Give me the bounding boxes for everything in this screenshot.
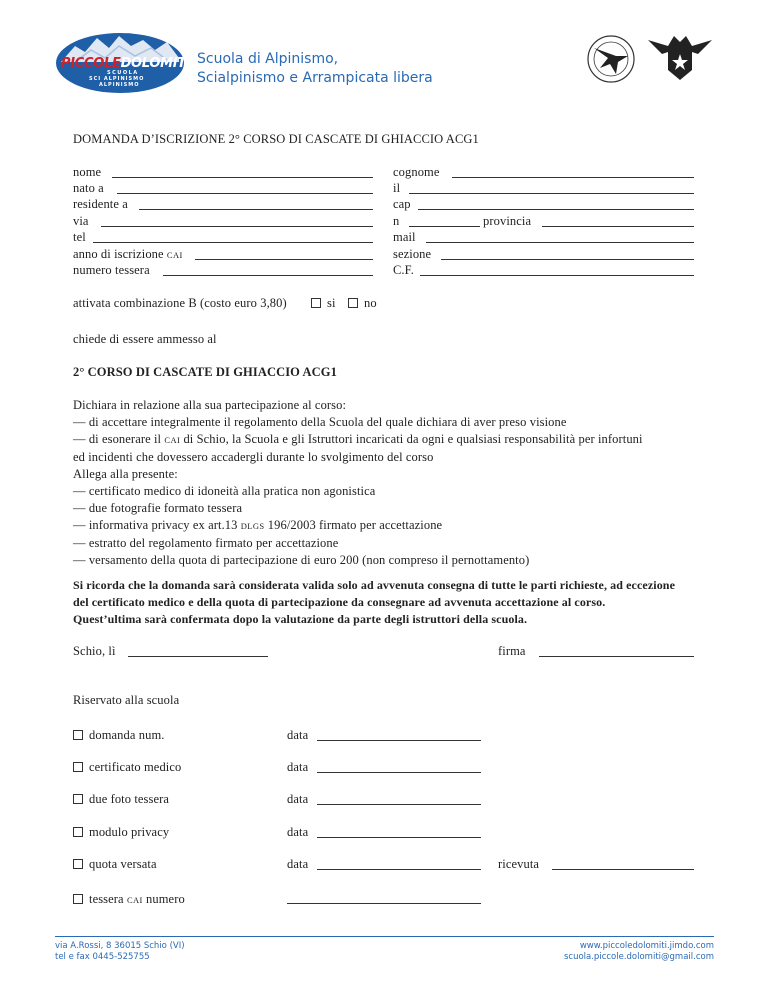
note-line3: Quest’ultima sarà confermata dopo la valutazione da parte degli istruttori della scuola. <box>73 612 528 626</box>
option-no-label: no <box>364 296 377 310</box>
input-nato[interactable] <box>117 193 373 194</box>
label-data-5: data <box>287 857 309 871</box>
note-line2: del certificato medico e della quota di partecipazione da consegnare ad avvenuta accettazione al corso. <box>73 595 606 609</box>
label-cf: C.F. <box>393 263 414 277</box>
input-via[interactable] <box>101 226 373 227</box>
footer-email-link[interactable]: scuola.piccole.dolomiti@gmail.com <box>563 952 714 962</box>
input-cap[interactable] <box>418 209 694 210</box>
item-quota[interactable] <box>73 857 157 872</box>
allega-a3 <box>73 517 643 535</box>
emblem-cai-eagle-star-icon <box>646 32 714 82</box>
label-firma: firma <box>498 644 526 658</box>
logo <box>55 32 191 94</box>
input-data-3[interactable] <box>317 804 481 805</box>
label-via: via <box>73 214 89 228</box>
allega-a5: — versamento della quota di partecipazione di euro 200 (non compreso il pernottamento) <box>73 553 530 567</box>
input-residente[interactable] <box>139 209 373 210</box>
label-provincia: provincia <box>483 214 532 228</box>
chiede-text: chiede di essere ammesso al <box>73 332 217 346</box>
label-data-4: data <box>287 825 309 839</box>
checkbox-certificato[interactable] <box>73 762 83 772</box>
label-anno <box>73 247 183 262</box>
allega-intro: Allega alla presente: <box>73 467 178 481</box>
label-schio: Schio, lì <box>73 644 116 658</box>
note-line1: Si ricorda che la domanda sarà considerata valida solo ad avvenuta consegna di tutte le parti richieste, ad eccezione <box>73 578 675 592</box>
note-block <box>73 577 675 628</box>
input-data-5[interactable] <box>317 869 481 870</box>
item-tessera[interactable] <box>73 892 185 907</box>
item-domanda[interactable] <box>73 728 165 743</box>
checkbox-foto[interactable] <box>73 794 83 804</box>
item-tessera-label-a: tessera <box>89 892 124 906</box>
item-tessera-cai: CAI <box>126 895 143 905</box>
item-domanda-label: domanda num. <box>89 728 165 742</box>
input-n[interactable] <box>409 226 480 227</box>
label-cognome: cognome <box>393 165 440 179</box>
dichiara-block <box>73 397 643 569</box>
form-title: DOMANDA D’ISCRIZIONE 2° CORSO DI CASCATE DI GHIACCIO ACG1 <box>73 132 479 146</box>
allega-a4: — estratto del regolamento firmato per accettazione <box>73 536 339 550</box>
footer-divider <box>55 936 714 937</box>
label-data-3: data <box>287 792 309 806</box>
input-schio-date[interactable] <box>128 656 268 657</box>
checkbox-domanda[interactable] <box>73 730 83 740</box>
label-tel: tel <box>73 230 86 244</box>
option-si[interactable] <box>311 296 336 311</box>
label-anno-cai: CAI <box>166 250 183 260</box>
label-residente: residente a <box>73 197 128 211</box>
school-name-line2: Scialpinismo e Arrampicata libera <box>197 70 433 86</box>
label-tessera: numero tessera <box>73 263 150 277</box>
dichiara-l2-cai: CAI <box>164 435 181 445</box>
input-data-2[interactable] <box>317 772 481 773</box>
input-data-1[interactable] <box>317 740 481 741</box>
option-no[interactable] <box>348 296 377 311</box>
label-cap: cap <box>393 197 411 211</box>
school-name-line1: Scuola di Alpinismo, <box>197 51 339 67</box>
input-firma[interactable] <box>539 656 694 657</box>
dichiara-l2 <box>73 431 643 449</box>
label-mail: mail <box>393 230 416 244</box>
input-ricevuta[interactable] <box>552 869 694 870</box>
label-ricevuta: ricevuta <box>498 857 540 871</box>
dichiara-l3: ed incidenti che dovessero accadergli durante lo svolgimento del corso <box>73 450 434 464</box>
allega-a3-dlgs: DLGS <box>240 521 265 531</box>
label-n: n <box>393 214 400 228</box>
option-si-label: si <box>327 296 336 310</box>
allega-a3a: — informativa privacy ex art.13 <box>73 518 238 532</box>
input-tel[interactable] <box>93 242 373 243</box>
label-il: il <box>393 181 401 195</box>
checkbox-quota[interactable] <box>73 859 83 869</box>
checkbox-privacy[interactable] <box>73 827 83 837</box>
allega-a2: — due fotografie formato tessera <box>73 501 243 515</box>
label-data-2: data <box>287 760 309 774</box>
item-certificato-label: certificato medico <box>89 760 182 774</box>
logo-text-piccole: PICCOLE <box>61 56 121 71</box>
dichiara-l1: — di accettare integralmente il regolamento della Scuola del quale dichiara di aver preso visione <box>73 415 567 429</box>
corso-title: 2° CORSO DI CASCATE DI GHIACCIO ACG1 <box>73 365 337 379</box>
item-certificato[interactable] <box>73 760 181 775</box>
logo-text-dolomiti: DOLOMITI <box>120 56 191 71</box>
footer-web-link[interactable]: www.piccoledolomiti.jimdo.com <box>579 941 714 951</box>
input-cf[interactable] <box>420 275 694 276</box>
dichiara-l2b: di Schio, la Scuola e gli Istruttori incaricati da ogni e qualsiasi responsabilità per infortuni <box>183 432 643 446</box>
logo-text-scialp: SCI ALPINISMO <box>89 76 145 82</box>
dichiara-intro: Dichiara in relazione alla sua partecipazione al corso: <box>73 398 347 412</box>
footer-addr-line2: tel e fax 0445-525755 <box>55 952 150 962</box>
allega-a3b: 196/2003 firmato per accettazione <box>267 518 443 532</box>
checkbox-si[interactable] <box>311 298 321 308</box>
input-mail[interactable] <box>426 242 694 243</box>
label-nome: nome <box>73 165 102 179</box>
footer-addr-line1: via A.Rossi, 8 36015 Schio (VI) <box>55 941 185 951</box>
checkbox-tessera[interactable] <box>73 894 83 904</box>
item-foto-label: due foto tessera <box>89 792 170 806</box>
input-tessera-numero[interactable] <box>287 903 481 904</box>
label-nato: nato a <box>73 181 104 195</box>
footer-contacts <box>564 941 714 963</box>
label-anno-text: anno di iscrizione <box>73 247 164 261</box>
footer-address <box>55 941 185 963</box>
input-cognome[interactable] <box>452 177 694 178</box>
input-anno[interactable] <box>195 259 373 260</box>
allega-a1: — certificato medico di idoneità alla pratica non agonistica <box>73 484 376 498</box>
riservato-title: Riservato alla scuola <box>73 693 180 707</box>
label-sezione: sezione <box>393 247 432 261</box>
label-combinazione: attivata combinazione B (costo euro 3,80) <box>73 296 287 310</box>
input-nome[interactable] <box>112 177 373 178</box>
logo-text-scuola: SCUOLA <box>107 70 139 76</box>
item-privacy-label: modulo privacy <box>89 825 170 839</box>
input-provincia[interactable] <box>542 226 694 227</box>
checkbox-no[interactable] <box>348 298 358 308</box>
label-data-1: data <box>287 728 309 742</box>
dichiara-l2a: — di esonerare il <box>73 432 162 446</box>
logo-text-alp: ALPINISMO <box>99 82 140 88</box>
emblem-eagle-circle-icon <box>586 34 636 84</box>
input-sezione[interactable] <box>441 259 694 260</box>
input-il[interactable] <box>409 193 694 194</box>
item-foto[interactable] <box>73 792 169 807</box>
item-privacy[interactable] <box>73 825 169 840</box>
input-tessera[interactable] <box>163 275 373 276</box>
input-data-4[interactable] <box>317 837 481 838</box>
item-tessera-label-b: numero <box>146 892 185 906</box>
item-quota-label: quota versata <box>89 857 157 871</box>
school-name <box>197 50 433 88</box>
